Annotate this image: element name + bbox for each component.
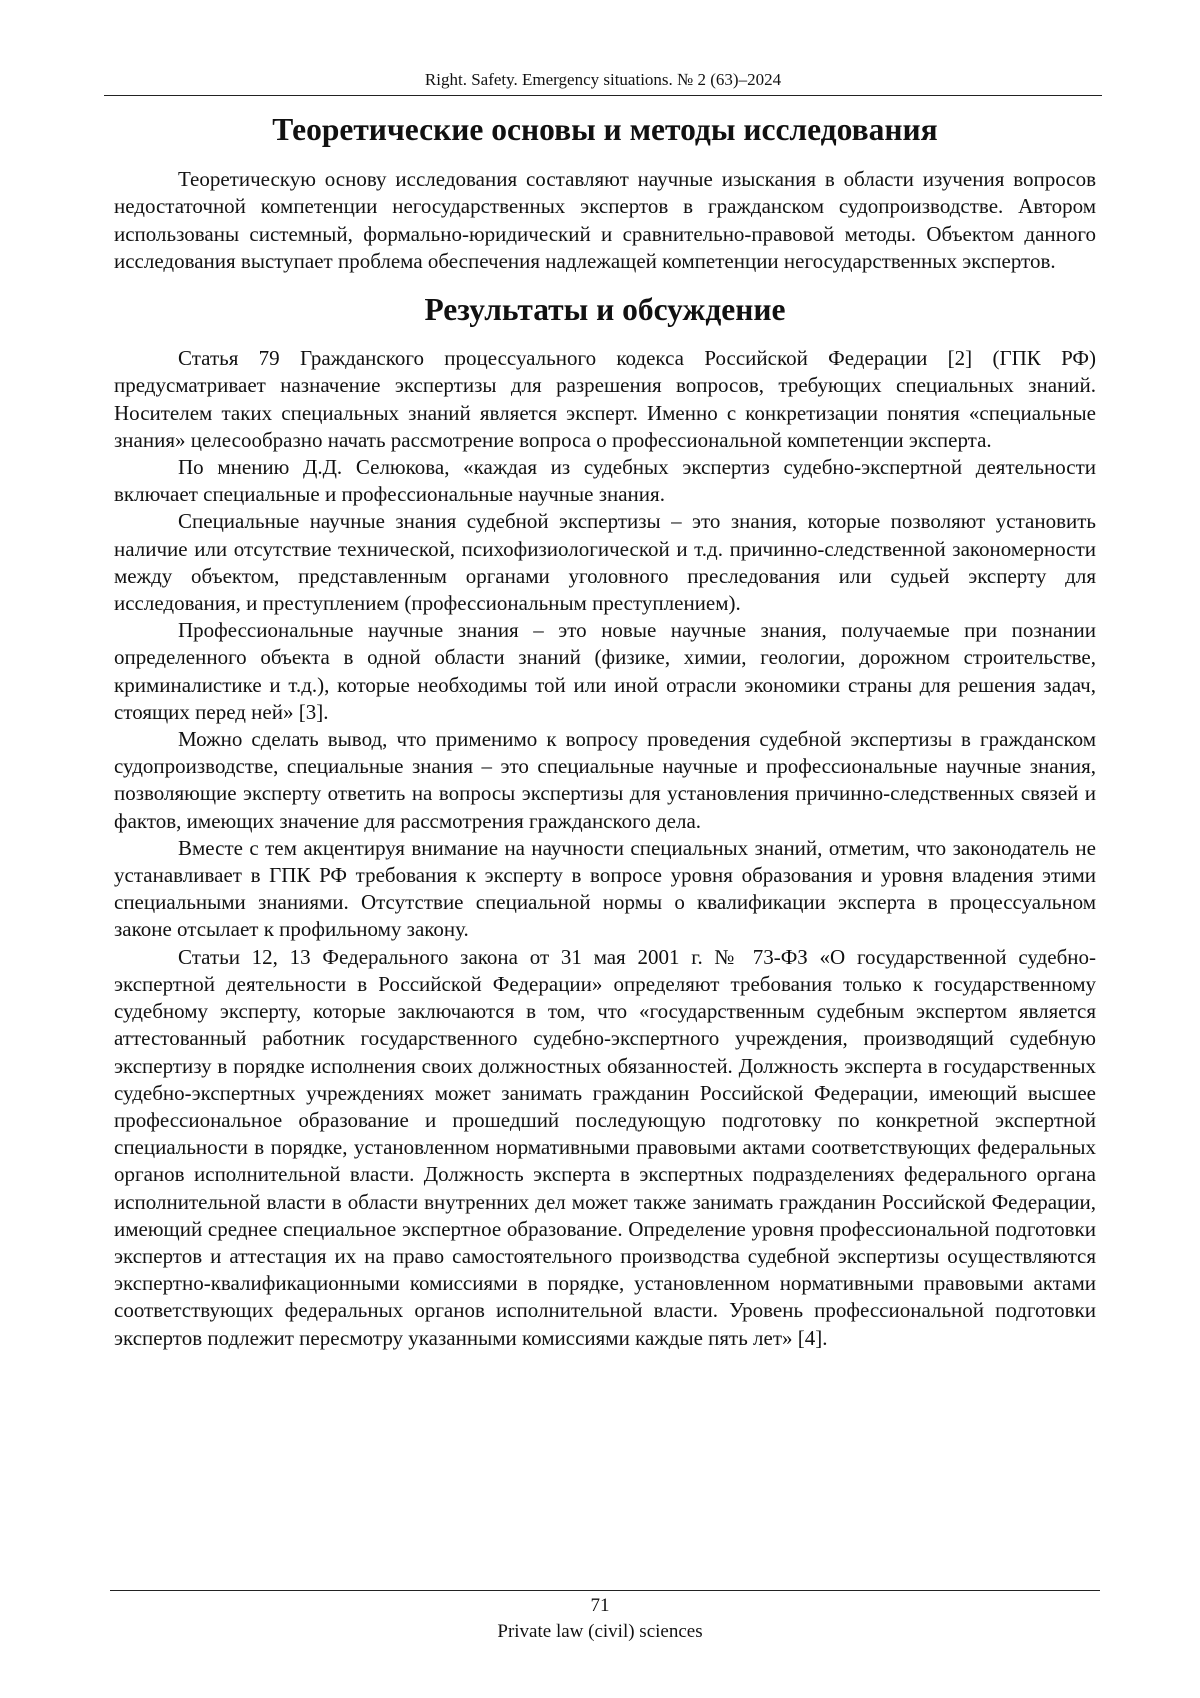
paragraph-legislator: Вместе с тем акцентируя внимание на научности специальных знаний, отметим, что законодатель не устанавливает в ГПК РФ требования к эксперту в вопросе уровня образования и уровня владения этими специальными знаниями. Отсутствие специальной нормы о квалификации эксперта в процессуальном законе отсылает к профильному закону. xyxy=(114,835,1096,942)
paragraph-professional-knowledge: Профессиональные научные знания – это новые научные знания, получаемые при познании определенного объекта в одной области знаний (физике, химии, геологии, дорожном строительстве, криминалистике и т.д.), которые необходимы той или иной отрасли экономики страны для решения задач, стоящих перед ней» [3]. xyxy=(114,618,1096,724)
paragraph-selyukov-opinion: По мнению Д.Д. Селюкова, «каждая из судебных экспертиз судебно-экспертной деятельности включает специальные и профессиональные научные знания. xyxy=(114,455,1096,507)
paragraph-conclusion: Можно сделать вывод, что применимо к вопросу проведения судебной экспертизы в гражданском судопроизводстве, специальные знания – это специальные научные и профессиональные научные знания, позволяющие эксперту ответить на вопросы экспертизы для установления причинно-следственных связей и фактов, имеющих значение для рассмотрения гражданского дела. xyxy=(114,727,1096,833)
header-rule xyxy=(104,95,1102,96)
footer-section-name: Private law (civil) sciences xyxy=(497,1621,703,1642)
footer-rule xyxy=(110,1590,1100,1591)
section-title-results: Результаты и обсуждение xyxy=(424,292,786,328)
paragraph-special-knowledge: Специальные научные знания судебной экспертизы – это знания, которые позволяют установить наличие или отсутствие технической, психофизиологической и т.д. причинно-следственной закономерности между объектом, представленным органами уголовного преследования или судьей эксперту для исследования, и преступлением (профессиональным преступлением). xyxy=(114,509,1096,616)
paragraph-article-79: Статья 79 Гражданского процессуального кодекса Российской Федерации [2] (ГПК РФ) предусматривает назначение экспертизы для разрешения вопросов, требующих специальных знаний. Носителем таких специальных знаний является эксперт. Именно с конкретизации понятия «специальные знания» целесообразно начать рассмотрение вопроса о профессиональной компетенции эксперта. xyxy=(114,346,1096,452)
paragraph-methods: Теоретическую основу исследования составляют научные изыскания в области изучения вопросов недостаточной компетенции негосударственных экспертов в гражданском судопроизводстве. Автором использованы системный, формально-юридический и сравнительно-правовой методы. Объектом данного исследования выступает проблема обеспечения надлежащей компетенции негосударственных экспертов. xyxy=(114,167,1096,273)
paragraph-federal-law: Статьи 12, 13 Федерального закона от 31 мая 2001 г. № 73-ФЗ «О государственной судебно-экспертной деятельности в Российской Федерации» определяют требования только к государственному судебному эксперту, которые заключаются в том, что «государственным судебным экспертом является аттестованный работник государственного судебно-экспертного учреждения, производящий судебную экспертизу в порядке исполнения своих должностных обязанностей. Должность эксперта в государственных судебно-экспертных учреждениях может занимать гражданин Российской Федерации, имеющий высшее профессиональное образование и прошедший последующую подготовку по конкретной экспертной специальности в порядке, установленном нормативными правовыми актами соответствующих федеральных органов исполнительной власти. Должность эксперта в экспертных подразделениях федерального органа исполнительной власти в области внутренних дел может также занимать гражданин Российской Федерации, имеющий среднее специальное экспертное образование. Определение уровня профессиональной подготовки экспертов и аттестация их на право самостоятельного производства судебной экспертизы осуществляются экспертно-квалификационными комиссиями в порядке, установленном нормативными правовыми актами соответствующих федеральных органов исполнительной власти. Уровень профессиональной подготовки экспертов подлежит пересмотру указанными комиссиями каждые пять лет» [4]. xyxy=(114,944,1096,1350)
page-number: 71 xyxy=(590,1595,610,1616)
running-header: Right. Safety. Emergency situations. № 2 (63)–2024 xyxy=(424,70,782,89)
section-title-methods: Теоретические основы и методы исследования xyxy=(272,112,938,147)
article-body xyxy=(114,112,1096,1352)
